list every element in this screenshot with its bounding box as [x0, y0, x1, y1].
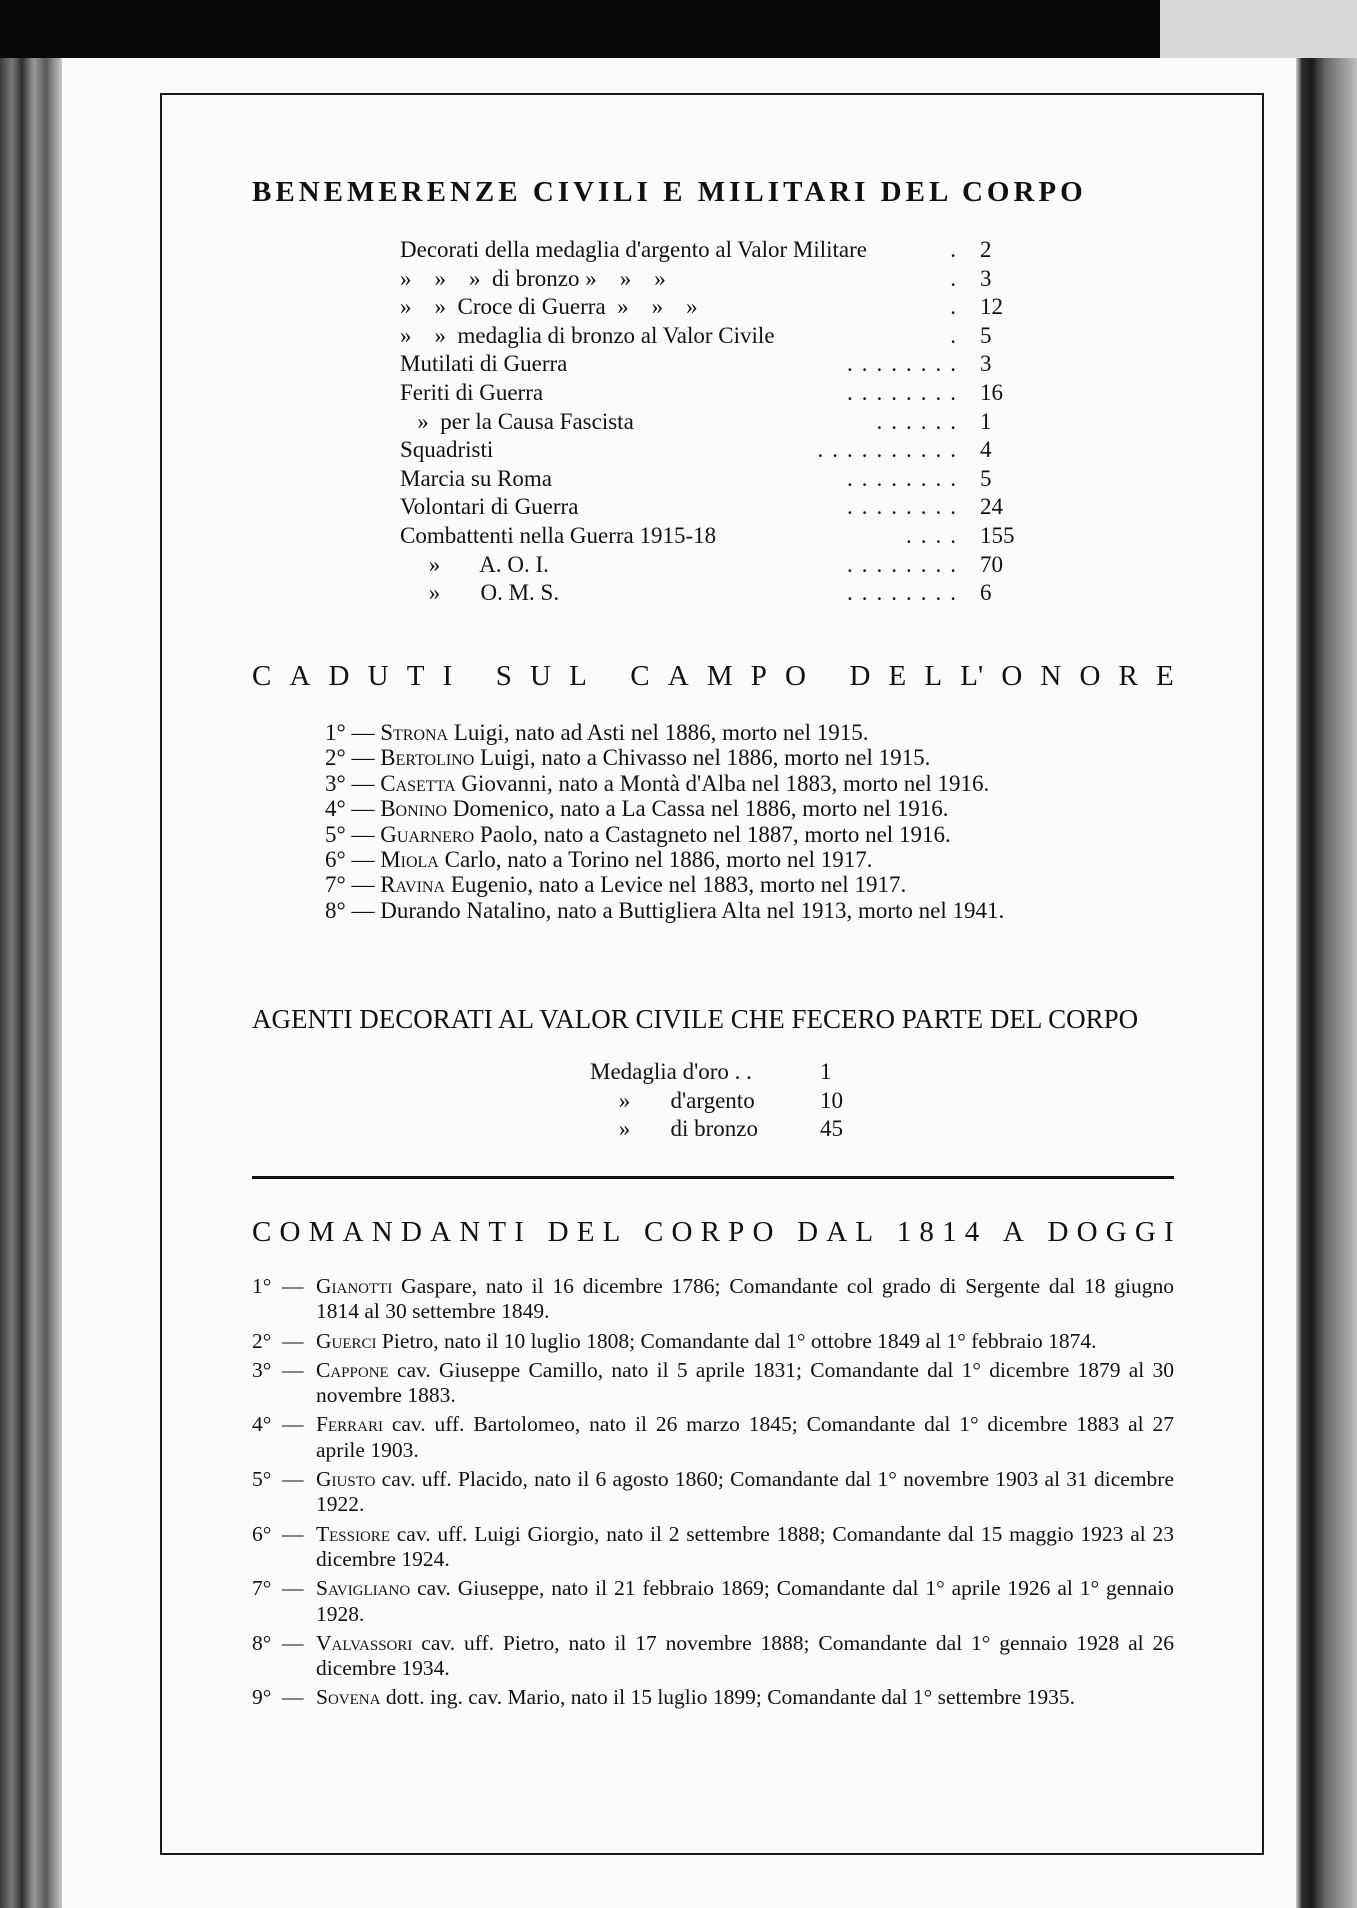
title-letter: M	[308, 1216, 335, 1248]
row-dots: ........	[847, 494, 965, 520]
list-item: 5° — Guarnero Paolo, nato a Castagneto nel 1887, morto nel 1916.	[325, 821, 951, 847]
item-number: 4°	[325, 796, 346, 822]
item-number: 6°	[252, 1521, 272, 1546]
row-value: 45	[820, 1116, 843, 1142]
comandanti-list	[252, 1274, 1174, 1715]
title-letter: 1	[942, 1216, 957, 1248]
section-title-benemerenze: BENEMERENZE CIVILI E MILITARI DEL CORPO	[252, 176, 1087, 208]
table-row	[400, 379, 1040, 408]
item-text: dott. ing. cav. Mario, nato il 15 luglio 1899; Comandante dal 1° settembre 1935.	[385, 1685, 1075, 1710]
row-value: 1	[820, 1059, 832, 1084]
table-row	[400, 493, 1040, 522]
title-letter: A	[1002, 1216, 1024, 1248]
table-row	[400, 436, 1040, 465]
title-letter: C	[630, 660, 650, 692]
title-letter: A	[430, 1216, 452, 1248]
list-item: 2° — Guerci Pietro, nato il 10 luglio 1808; Comandante dal 1° ottobre 1849 al 1° febbraio 1874.	[252, 1328, 1097, 1353]
item-text: Domenico, nato a La Cassa nel 1886, morto nel 1916.	[452, 796, 949, 822]
table-row	[400, 579, 1040, 608]
item-number: 2°	[325, 745, 346, 771]
title-letter: L	[569, 660, 587, 692]
item-text: Pietro, nato il 10 luglio 1808; Comandante dal 1° ottobre 1849 al 1° febbraio 1874.	[381, 1328, 1097, 1353]
title-letter: G	[1105, 1216, 1127, 1248]
title-letter: O	[752, 1216, 774, 1248]
item-text: Luigi, nato ad Asti nel 1886, morto nel 1915.	[453, 720, 869, 745]
title-letter: D	[547, 1216, 569, 1248]
row-label: Medaglia d'oro . .	[590, 1059, 752, 1084]
section-title-comandanti	[252, 1216, 1174, 1249]
item-text: cav. Giuseppe Camillo, nato il 5 aprile 1831; Comandante dal 1° dicembre 1879 al 30 novembre 1883.	[316, 1357, 1174, 1408]
scan-border-top	[0, 0, 1160, 58]
item-text: Carlo, nato a Torino nel 1886, morto nel 1917.	[444, 846, 873, 872]
item-number: 9°	[252, 1685, 272, 1710]
row-value: 1	[980, 408, 992, 434]
list-item: 1° — Gianotti Gaspare, nato il 16 dicembre 1786; Comandante col grado di Sergente dal 18 giugno 1814 al 30 settembre 1849.	[252, 1274, 1175, 1324]
scan-border-top-right	[1160, 0, 1357, 58]
item-text: Gaspare, nato il 16 dicembre 1786; Comandante col grado di Sergente dal 18 giugno 1814 al 30 settembre 1849.	[316, 1274, 1175, 1324]
row-dots: .	[950, 294, 965, 320]
item-text: cav. uff. Luigi Giorgio, nato il 2 settembre 1888; Comandante dal 15 maggio 1923 al 23 dicembre 1924.	[316, 1521, 1174, 1571]
item-surname: Ravina	[380, 872, 446, 898]
list-item: 1° — Strona Luigi, nato ad Asti nel 1886, morto nel 1915.	[325, 720, 869, 745]
agenti-table	[590, 1058, 850, 1144]
row-dots: ......	[876, 408, 965, 434]
table-row	[590, 1115, 850, 1144]
title-letter	[629, 1216, 636, 1249]
item-text: Eugenio, nato a Levice nel 1883, morto nel 1917.	[450, 872, 907, 898]
list-item: 7° — Ravina Eugenio, nato a Levice nel 1883, morto nel 1917.	[325, 872, 907, 898]
title-letter: E	[576, 1216, 595, 1248]
row-dots: ....	[906, 522, 965, 548]
item-text: Durando Natalino, nato a Buttigliera Alta nel 1913, morto nel 1941.	[380, 897, 1005, 923]
list-item: 6° — Miola Carlo, nato a Torino nel 1886, morto nel 1917.	[325, 846, 873, 872]
item-number: 3°	[252, 1357, 272, 1382]
row-value: 2	[980, 237, 992, 262]
list-item: 4° — Ferrari cav. uff. Bartolomeo, nato il 26 marzo 1845; Comandante dal 1° dicembre 1883 al 27 aprile 1903.	[252, 1412, 1175, 1462]
title-letter	[782, 1216, 789, 1249]
item-surname: Gianotti	[316, 1274, 393, 1298]
title-letter: N	[459, 1216, 481, 1248]
row-value: 155	[980, 522, 1015, 548]
section-title-agenti: AGENTI DECORATI AL VALOR CIVILE CHE FECERO PARTE DEL CORPO	[252, 1004, 1139, 1034]
title-letter: A	[667, 660, 689, 692]
item-text: Paolo, nato a Castagneto nel 1887, morto nel 1916.	[479, 821, 951, 847]
item-surname: Bertolino	[380, 745, 475, 771]
title-letter: O	[1076, 1216, 1098, 1248]
caduti-list	[325, 720, 1004, 923]
row-label: Decorati della medaglia d'argento al Valor Militare	[400, 237, 867, 262]
title-letter: I	[514, 1216, 524, 1248]
table-row	[400, 265, 1040, 294]
item-text: Giovanni, nato a Montà d'Alba nel 1883, morto nel 1916.	[461, 770, 990, 796]
item-number: 2°	[252, 1328, 272, 1353]
title-letter: D	[1047, 1216, 1069, 1248]
row-label: » » medaglia di bronzo al Valor Civile	[400, 322, 775, 348]
title-letter: G	[1134, 1216, 1156, 1248]
title-letter: O	[1001, 660, 1023, 692]
row-dots: .	[950, 322, 965, 348]
item-number: 5°	[325, 821, 346, 847]
title-letter: D	[849, 660, 871, 692]
row-dots: .	[950, 265, 965, 291]
row-value: 10	[820, 1087, 843, 1113]
row-label: Squadristi	[400, 437, 494, 463]
title-letter: T	[406, 660, 425, 692]
title-letter: D	[328, 660, 350, 692]
title-letter: L'	[960, 660, 984, 692]
item-number: 8°	[325, 897, 346, 923]
item-surname: Ferrari	[316, 1412, 383, 1437]
row-dots: ........	[847, 379, 965, 405]
row-label: » » Croce di Guerra » » »	[400, 294, 698, 320]
row-label: Mutilati di Guerra	[400, 351, 568, 377]
row-dots: ........	[847, 351, 965, 377]
title-letter	[824, 660, 831, 693]
title-letter: C	[643, 1216, 664, 1248]
item-text: cav. Giuseppe, nato il 21 febbraio 1869; Comandante dal 1° aprile 1926 al 1° gennaio 1928.	[316, 1576, 1175, 1626]
title-letter: L	[855, 1216, 874, 1248]
row-dots: ........	[847, 580, 965, 606]
list-item: 5° — Giusto cav. uff. Placido, nato il 6 agosto 1860; Comandante dal 1° novembre 1903 al 31 dicembre 1922.	[252, 1467, 1175, 1517]
title-letter: O	[671, 1216, 693, 1248]
title-letter: N	[1040, 660, 1062, 692]
title-letter: 4	[964, 1216, 980, 1248]
table-row	[400, 408, 1040, 437]
row-label: Volontari di Guerra	[400, 494, 579, 520]
title-letter: M	[706, 660, 733, 692]
title-letter: P	[728, 1216, 745, 1248]
title-letter: N	[371, 1216, 393, 1248]
title-letter: I	[442, 660, 453, 692]
title-letter: O	[785, 660, 806, 692]
item-surname: Valvassori	[316, 1630, 413, 1655]
table-row	[590, 1087, 850, 1116]
section-title-caduti	[252, 660, 1174, 693]
title-letter	[532, 1216, 539, 1249]
item-number: 7°	[252, 1576, 272, 1601]
title-letter	[1032, 1216, 1039, 1249]
list-item: 4° — Bonino Domenico, nato a La Cassa nel 1886, morto nel 1916.	[325, 796, 949, 822]
title-letter: R	[700, 1216, 720, 1248]
row-label: » per la Causa Fascista	[400, 408, 634, 434]
item-text: cav. uff. Placido, nato il 6 agosto 1860; Comandante dal 1° novembre 1903 al 31 dicembre 1922.	[316, 1467, 1175, 1517]
item-number: 1°	[325, 720, 346, 745]
title-letter: C	[252, 660, 272, 692]
title-letter: P	[750, 660, 767, 692]
title-letter: A	[826, 1216, 848, 1248]
title-letter: O	[279, 1216, 301, 1248]
list-item: 2° — Bertolino Luigi, nato a Chivasso nel 1886, morto nel 1915.	[325, 745, 931, 771]
row-value: 70	[980, 551, 1003, 577]
title-letter: A	[342, 1216, 364, 1248]
title-letter: R	[1118, 660, 1138, 692]
item-surname: Guarnero	[380, 821, 475, 847]
list-item: 7° — Savigliano cav. Giuseppe, nato il 21 febbraio 1869; Comandante dal 1° aprile 1926 al 1° gennaio 1928.	[252, 1576, 1175, 1626]
item-text: cav. uff. Pietro, nato il 17 novembre 1888; Comandante dal 1° gennaio 1928 al 26 dicembre 1934.	[316, 1630, 1174, 1681]
item-number: 6°	[325, 846, 346, 872]
item-surname: Miola	[380, 846, 439, 872]
title-letter	[470, 660, 477, 693]
title-letter: C	[252, 1216, 272, 1248]
row-label: » A. O. I.	[400, 551, 549, 577]
list-item: 8° — Durando Natalino, nato a Buttigliera Alta nel 1913, morto nel 1941.	[325, 897, 1005, 923]
table-row	[400, 236, 1040, 265]
item-number: 4°	[252, 1412, 272, 1437]
row-value: 3	[980, 351, 992, 377]
title-letter: U	[529, 660, 551, 692]
title-letter: E	[888, 660, 907, 692]
table-row	[400, 551, 1040, 580]
item-surname: Giusto	[316, 1467, 376, 1492]
title-letter: I	[1164, 1216, 1174, 1248]
scan-border-right	[1296, 58, 1357, 1908]
table-row	[400, 465, 1040, 494]
row-label: » di bronzo	[590, 1116, 759, 1142]
scan-border-left	[0, 58, 62, 1908]
row-value: 4	[980, 437, 992, 463]
list-item: 3° — Cappone cav. Giuseppe Camillo, nato il 5 aprile 1831; Comandante dal 1° dicembre 1879 al 30 novembre 1883.	[252, 1357, 1174, 1408]
list-item: 3° — Casetta Giovanni, nato a Montà d'Alba nel 1883, morto nel 1916.	[325, 770, 990, 796]
title-letter: T	[488, 1216, 507, 1248]
item-text: Luigi, nato a Chivasso nel 1886, morto nel 1915.	[480, 745, 931, 771]
row-label: » O. M. S.	[400, 580, 560, 606]
item-surname: Bonino	[380, 796, 448, 822]
table-row	[400, 522, 1040, 551]
table-row	[400, 322, 1040, 351]
item-number: 8°	[252, 1630, 272, 1655]
title-letter: A	[289, 660, 311, 692]
row-value: 5	[980, 465, 992, 491]
item-surname: Casetta	[380, 770, 456, 796]
list-item: 8° — Valvassori cav. uff. Pietro, nato il 17 novembre 1888; Comandante dal 1° gennaio 1928 al 26 dicembre 1934.	[252, 1630, 1174, 1681]
title-letter: 8	[919, 1216, 934, 1248]
row-dots: ........	[847, 465, 965, 491]
row-dots: ........	[847, 551, 965, 577]
row-label: » d'argento	[590, 1087, 755, 1113]
item-number: 7°	[325, 872, 346, 898]
list-item: 6° — Tessiore cav. uff. Luigi Giorgio, nato il 2 settembre 1888; Comandante dal 15 maggio 1923 al 23 dicembre 1924.	[252, 1521, 1174, 1571]
title-letter: S	[495, 660, 512, 692]
title-letter: U	[367, 660, 389, 692]
item-number: 1°	[252, 1274, 272, 1298]
item-surname: Savigliano	[316, 1576, 411, 1601]
row-value: 12	[980, 294, 1003, 320]
row-value: 6	[980, 580, 992, 606]
item-surname: Strona	[380, 720, 449, 745]
title-letter: D	[797, 1216, 819, 1248]
table-row	[400, 350, 1040, 379]
row-value: 16	[980, 379, 1003, 405]
row-label: Combattenti nella Guerra 1915-18	[400, 522, 717, 548]
title-letter: D	[400, 1216, 422, 1248]
row-dots: .	[950, 237, 965, 262]
row-value: 3	[980, 265, 992, 291]
title-letter: 1	[896, 1216, 912, 1248]
benemerenze-table	[400, 236, 1040, 608]
row-label: » » » di bronzo » » »	[400, 265, 666, 291]
item-surname: Cappone	[316, 1357, 389, 1382]
item-surname: Guerci	[316, 1328, 377, 1353]
title-letter: E	[1156, 660, 1174, 692]
row-label: Feriti di Guerra	[400, 379, 544, 405]
title-letter: O	[1079, 660, 1101, 692]
title-letter: L	[924, 660, 943, 692]
list-item: 9° — Sovena dott. ing. cav. Mario, nato il 15 luglio 1899; Comandante dal 1° settembre 1935.	[252, 1685, 1075, 1710]
title-letter	[987, 1216, 994, 1249]
row-value: 5	[980, 322, 992, 348]
item-number: 3°	[325, 770, 346, 796]
item-surname: Tessiore	[316, 1521, 390, 1546]
title-letter: L	[602, 1216, 621, 1248]
table-row	[400, 293, 1040, 322]
title-letter	[605, 660, 612, 693]
item-text: cav. uff. Bartolomeo, nato il 26 marzo 1845; Comandante dal 1° dicembre 1883 al 27 aprile 1903.	[316, 1412, 1175, 1462]
section-divider	[252, 1176, 1174, 1179]
item-number: 5°	[252, 1467, 272, 1492]
row-value: 24	[980, 494, 1003, 520]
title-letter	[881, 1216, 888, 1249]
table-row	[590, 1058, 850, 1087]
item-surname: Sovena	[316, 1685, 381, 1710]
row-label: Marcia su Roma	[400, 465, 553, 491]
row-dots: ..........	[817, 437, 965, 463]
